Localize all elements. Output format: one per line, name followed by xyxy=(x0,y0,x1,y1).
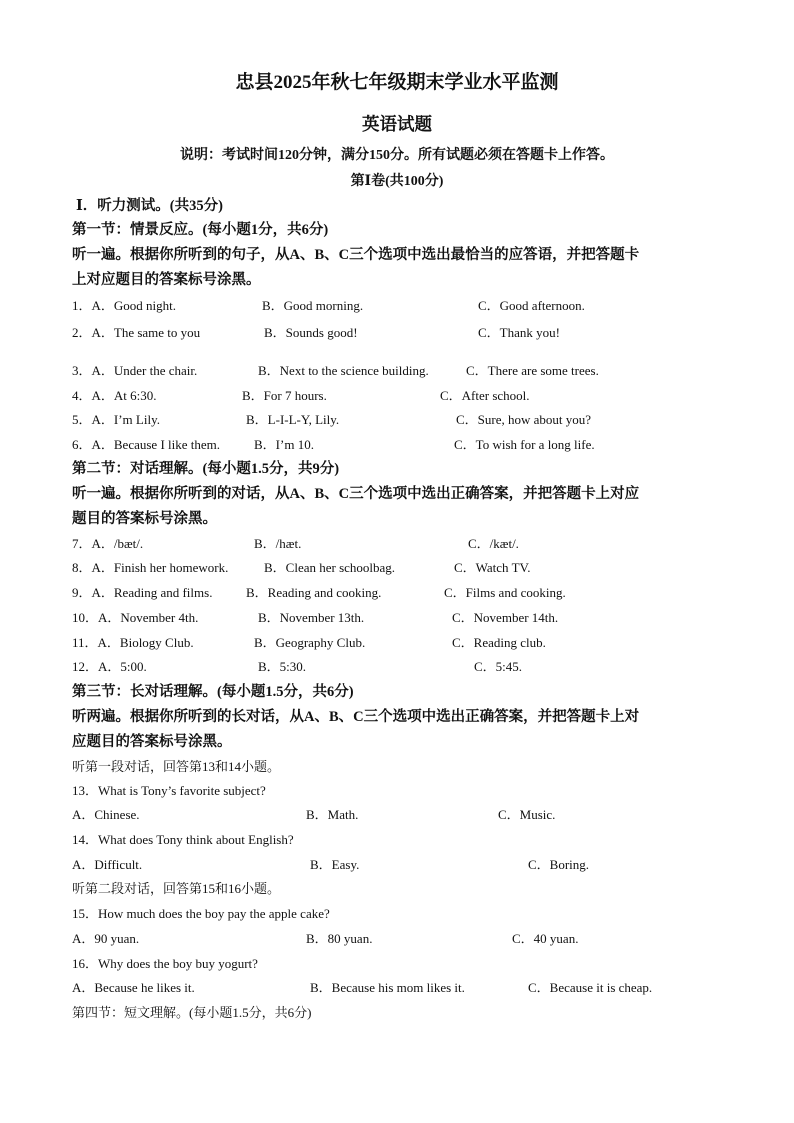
option-b: B．Reading and cooking. xyxy=(246,585,382,600)
section3-instruction-1-text: 听两遍。根据你所听到的长对话，从A、B、C三个选项中选出正确答案，并把答题卡上对 xyxy=(72,709,640,725)
question-stem-text: 15．How much does the boy pay the apple cake? xyxy=(72,906,330,921)
section2-instruction-2 xyxy=(0,508,794,530)
option-a: 6．A．Because I like them. xyxy=(72,437,221,452)
option-a: 11．A．Biology Club. xyxy=(72,635,194,650)
option-a: 5．A．I’m Lily. xyxy=(72,412,160,427)
option-c: C．Watch TV. xyxy=(454,560,531,575)
option-c: C．There are some trees. xyxy=(466,363,599,378)
section3-instruction-2 xyxy=(0,731,794,753)
option-c: C．Sure, how about you? xyxy=(456,412,592,427)
option-b: B．Sounds good! xyxy=(264,325,358,340)
question-stem-text: 14．What does Tony think about English? xyxy=(72,832,294,847)
question-stem-text: 13．What is Tony’s favorite subject? xyxy=(72,783,266,798)
option-b: B．L-I-L-Y, Lily. xyxy=(246,412,340,427)
option-b: B．Good morning. xyxy=(262,298,364,313)
section1-heading xyxy=(0,219,794,241)
question-row xyxy=(0,557,794,579)
option-c: C．40 yuan. xyxy=(512,931,579,946)
option-b: B．For 7 hours. xyxy=(242,388,327,403)
option-c: C．Films and cooking. xyxy=(444,585,566,600)
dialog-note-text: 听第二段对话，回答第15和16小题。 xyxy=(72,881,281,896)
option-a: A．90 yuan. xyxy=(72,931,140,946)
question-stem xyxy=(0,953,794,975)
option-b: B．80 yuan. xyxy=(306,931,373,946)
option-b: B．Easy. xyxy=(310,857,360,872)
option-c: C．5:45. xyxy=(474,659,523,674)
exam-subject: 英语试题 xyxy=(362,114,432,134)
question-stem-text: 16．Why does the boy buy yogurt? xyxy=(72,956,258,971)
section1-heading-text: 第一节：情景反应。(每小题1分，共6分) xyxy=(72,222,329,238)
option-a: 7．A．/bæt/. xyxy=(72,536,144,551)
option-a: 1．A．Good night. xyxy=(72,298,177,313)
question-row xyxy=(0,322,794,344)
question-row xyxy=(0,360,794,382)
question-row xyxy=(0,607,794,629)
section1-instruction-2-text: 上对应题目的答案标号涂黑。 xyxy=(72,272,261,288)
option-c: C．Music. xyxy=(498,807,556,822)
option-a: A．Because he likes it. xyxy=(72,980,195,995)
question-row xyxy=(0,632,794,654)
section1-instruction-2 xyxy=(0,269,794,291)
dialog-note-text: 听第一段对话，回答第13和14小题。 xyxy=(72,759,281,774)
question-row xyxy=(0,582,794,604)
option-c: C．Good afternoon. xyxy=(478,298,585,313)
option-b: B．Clean her schoolbag. xyxy=(264,560,396,575)
question-row xyxy=(0,854,794,876)
option-c: C．Because it is cheap. xyxy=(528,980,653,995)
section3-instruction-2-text: 应题目的答案标号涂黑。 xyxy=(72,734,232,750)
question-stem xyxy=(0,780,794,802)
option-a: 10．A．November 4th. xyxy=(72,610,199,625)
option-a: 2．A．The same to you xyxy=(72,325,201,340)
dialog-note xyxy=(0,756,794,778)
option-b: B．November 13th. xyxy=(258,610,365,625)
option-a: 3．A．Under the chair. xyxy=(72,363,198,378)
option-a: 4．A．At 6:30. xyxy=(72,388,157,403)
section4-heading xyxy=(0,1002,794,1024)
section2-instruction-1 xyxy=(0,483,794,505)
question-stem xyxy=(0,903,794,925)
option-a: A．Chinese. xyxy=(72,807,140,822)
question-row xyxy=(0,533,794,555)
option-c: C．To wish for a long life. xyxy=(454,437,595,452)
question-row xyxy=(0,295,794,317)
section2-instruction-1-text: 听一遍。根据你所听到的对话，从A、B、C三个选项中选出正确答案，并把答题卡上对应 xyxy=(72,486,640,502)
exam-instructions: 说明：考试时间120分钟，满分150分。所有试题必须在答题卡上作答。 xyxy=(180,148,614,163)
option-a: A．Difficult. xyxy=(72,857,143,872)
question-row xyxy=(0,409,794,431)
section2-heading-text: 第二节：对话理解。(每小题1.5分，共9分) xyxy=(72,461,340,477)
section1-instruction-1 xyxy=(0,244,794,266)
option-c: C．November 14th. xyxy=(452,610,559,625)
part1-heading xyxy=(0,195,794,217)
option-b: B．Math. xyxy=(306,807,359,822)
section3-heading xyxy=(0,681,794,703)
dialog-note xyxy=(0,878,794,900)
section3-heading-text: 第三节：长对话理解。(每小题1.5分，共6分) xyxy=(72,684,354,700)
option-b: B．I’m 10. xyxy=(254,437,314,452)
section2-instruction-2-text: 题目的答案标号涂黑。 xyxy=(72,511,217,527)
question-row xyxy=(0,977,794,999)
question-stem xyxy=(0,829,794,851)
option-a: 8．A．Finish her homework. xyxy=(72,560,229,575)
option-b: B．Because his mom likes it. xyxy=(310,980,465,995)
section3-instruction-1 xyxy=(0,706,794,728)
option-c: C．/kæt/. xyxy=(468,536,519,551)
volume-heading: 第Ⅰ卷(共100分) xyxy=(350,174,444,189)
question-row xyxy=(0,385,794,407)
option-c: C．Thank you! xyxy=(478,325,560,340)
question-row xyxy=(0,656,794,678)
part1-heading-text: Ⅰ．听力测试。(共35分) xyxy=(76,198,223,214)
option-a: 9．A．Reading and films. xyxy=(72,585,213,600)
option-a: 12．A．5:00. xyxy=(72,659,147,674)
question-row xyxy=(0,804,794,826)
option-c: C．After school. xyxy=(440,388,530,403)
question-row xyxy=(0,434,794,456)
option-b: B．Next to the science building. xyxy=(258,363,429,378)
option-c: C．Boring. xyxy=(528,857,590,872)
option-b: B．5:30. xyxy=(258,659,307,674)
question-row xyxy=(0,928,794,950)
section1-instruction-1-text: 听一遍。根据你所听到的句子，从A、B、C三个选项中选出最恰当的应答语，并把答题卡 xyxy=(72,247,640,263)
section4-heading-text: 第四节：短文理解。(每小题1.5分，共6分) xyxy=(72,1005,312,1020)
option-c: C．Reading club. xyxy=(452,635,546,650)
option-b: B．/hæt. xyxy=(254,536,302,551)
option-b: B．Geography Club. xyxy=(254,635,366,650)
section2-heading xyxy=(0,458,794,480)
exam-title: 忠县2025年秋七年级期末学业水平监测 xyxy=(235,72,559,93)
